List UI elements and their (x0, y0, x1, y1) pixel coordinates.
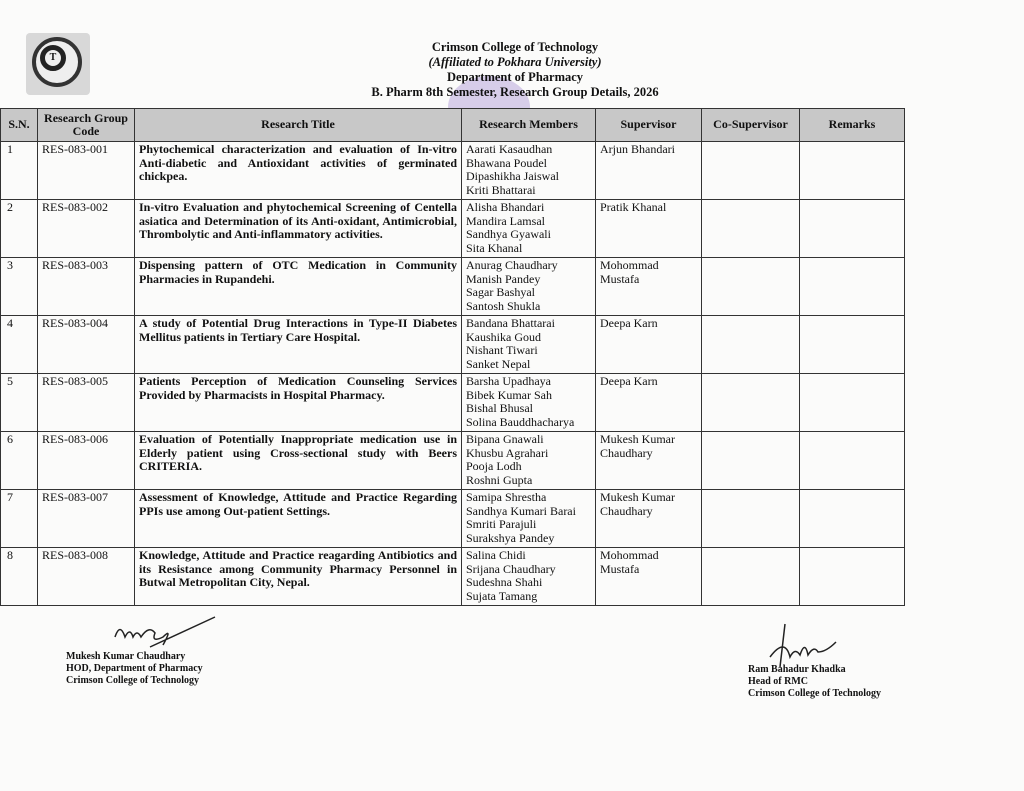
research-members (462, 490, 596, 548)
member-name: Alisha Bhandari (466, 200, 545, 214)
co-supervisor (702, 200, 800, 258)
affiliation: (Affiliated to Pokhara University) (428, 55, 602, 69)
member-name: Barsha Upadhaya (466, 374, 551, 388)
signer-org: Crimson College of Technology (66, 675, 200, 686)
research-title: Dispensing pattern of OTC Medication in Community Pharmacies in Rupandehi. (135, 258, 462, 316)
table-row (1, 200, 905, 258)
research-groups-table (0, 108, 905, 606)
member-name: Sanket Nepal (466, 356, 531, 371)
table-row (1, 142, 905, 200)
member-name: Pooja Lodh (466, 459, 522, 473)
co-supervisor (702, 142, 800, 200)
signer-role: HOD, Department of Pharmacy (66, 663, 203, 674)
research-members (462, 200, 596, 258)
co-supervisor (702, 548, 800, 606)
member-name: Dipashikha Jaiswal (466, 169, 559, 183)
research-title: Assessment of Knowledge, Attitude and Practice Regarding PPIs use among Out-patient Settings. (135, 490, 462, 548)
member-name: Sujata Tamang (466, 588, 538, 603)
serial-number: 5 (1, 374, 38, 432)
member-name: Sagar Bashyal (466, 285, 535, 299)
supervisor: Mukesh Kumar Chaudhary (596, 490, 702, 548)
member-name: Sita Khanal (466, 240, 523, 255)
column-header: Co-Supervisor (702, 109, 800, 142)
document-title: B. Pharm 8th Semester, Research Group Details, 2026 (371, 85, 659, 99)
group-code: RES-083-003 (38, 258, 135, 316)
supervisor: Deepa Karn (596, 316, 702, 374)
member-name: Santosh Shukla (466, 298, 541, 313)
table-row (1, 490, 905, 548)
member-name: Roshni Gupta (466, 472, 533, 487)
table-row (1, 374, 905, 432)
remarks (800, 200, 905, 258)
serial-number: 3 (1, 258, 38, 316)
research-title: Patients Perception of Medication Counseling Services Provided by Pharmacists in Hospital Pharmacy. (135, 374, 462, 432)
co-supervisor (702, 490, 800, 548)
member-name: Aarati Kasaudhan (466, 142, 553, 156)
member-name: Sandhya Gyawali (466, 227, 551, 241)
supervisor: Arjun Bhandari (596, 142, 702, 200)
group-code: RES-083-005 (38, 374, 135, 432)
remarks (800, 142, 905, 200)
serial-number: 1 (1, 142, 38, 200)
member-name: Bibek Kumar Sah (466, 387, 552, 402)
member-name: Mandira Lamsal (466, 213, 545, 228)
remarks (800, 490, 905, 548)
column-header: Research Members (462, 109, 596, 142)
signer-name: Ram Bahadur Khadka (748, 664, 846, 675)
column-header: Remarks (800, 109, 905, 142)
supervisor: Mohommad Mustafa (596, 548, 702, 606)
research-members (462, 548, 596, 606)
co-supervisor (702, 374, 800, 432)
table-row (1, 432, 905, 490)
signer-role: Head of RMC (748, 676, 808, 687)
research-members (462, 142, 596, 200)
table-row (1, 316, 905, 374)
supervisor: Mohommad Mustafa (596, 258, 702, 316)
member-name: Samipa Shrestha (466, 490, 547, 504)
member-name: Srijana Chaudhary (466, 561, 556, 576)
member-name: Manish Pandey (466, 271, 541, 286)
research-members (462, 374, 596, 432)
college-name: Crimson College of Technology (431, 40, 599, 54)
department: Department of Pharmacy (446, 70, 584, 84)
signature-block-left (66, 651, 203, 687)
member-name: Bishal Bhusal (466, 401, 534, 415)
co-supervisor (702, 258, 800, 316)
column-header: Research Title (135, 109, 462, 142)
member-name: Bandana Bhattarai (466, 316, 555, 330)
signer-org: Crimson College of Technology (748, 688, 882, 699)
member-name: Bipana Gnawali (466, 432, 544, 446)
member-name: Solina Bauddhacharya (466, 414, 575, 429)
group-code: RES-083-004 (38, 316, 135, 374)
supervisor: Pratik Khanal (596, 200, 702, 258)
group-code: RES-083-007 (38, 490, 135, 548)
table-header (1, 109, 905, 142)
serial-number: 6 (1, 432, 38, 490)
serial-number: 2 (1, 200, 38, 258)
co-supervisor (702, 316, 800, 374)
member-name: Salina Chidi (466, 548, 526, 562)
serial-number: 4 (1, 316, 38, 374)
member-name: Anurag Chaudhary (466, 258, 558, 272)
serial-number: 8 (1, 548, 38, 606)
document-header (300, 40, 730, 100)
member-name: Sandhya Kumari Barai (466, 503, 576, 518)
signature-block-right (748, 664, 881, 700)
column-header: Research Group Code (38, 109, 135, 142)
member-name: Smriti Parajuli (466, 517, 537, 531)
group-code: RES-083-006 (38, 432, 135, 490)
member-name: Bhawana Poudel (466, 155, 547, 170)
research-members (462, 258, 596, 316)
research-title: A study of Potential Drug Interactions in Type-II Diabetes Mellitus patients in Tertiary Care Hospital. (135, 316, 462, 374)
member-name: Surakshya Pandey (466, 530, 555, 545)
signature-left (110, 612, 220, 652)
supervisor: Deepa Karn (596, 374, 702, 432)
member-name: Sudeshna Shahi (466, 575, 543, 589)
table-row (1, 258, 905, 316)
co-supervisor (702, 432, 800, 490)
column-header: Supervisor (596, 109, 702, 142)
research-title: Phytochemical characterization and evaluation of In-vitro Anti-diabetic and Antioxidant activities of germinated chickpea. (135, 142, 462, 200)
research-title: Knowledge, Attitude and Practice reagarding Antibiotics and its Resistance among Community Pharmacy Personnel in Butwal Metropolitan City, Nepal. (135, 548, 462, 606)
member-name: Khusbu Agrahari (466, 445, 549, 460)
member-name: Kriti Bhattarai (466, 182, 536, 197)
remarks (800, 432, 905, 490)
member-name: Nishant Tiwari (466, 343, 538, 357)
group-code: RES-083-001 (38, 142, 135, 200)
table-row (1, 548, 905, 606)
remarks (800, 316, 905, 374)
research-title: Evaluation of Potentially Inappropriate medication use in Elderly patient using Cross-sectional study with Beers CRITERIA. (135, 432, 462, 490)
remarks (800, 374, 905, 432)
remarks (800, 258, 905, 316)
group-code: RES-083-002 (38, 200, 135, 258)
group-code: RES-083-008 (38, 548, 135, 606)
serial-number: 7 (1, 490, 38, 548)
supervisor: Mukesh Kumar Chaudhary (596, 432, 702, 490)
column-header: S.N. (1, 109, 38, 142)
research-members (462, 316, 596, 374)
research-members (462, 432, 596, 490)
college-logo: T (26, 33, 90, 95)
research-title: In-vitro Evaluation and phytochemical Screening of Centella asiatica and Determination of its Anti-oxidant, Antimicrobial, Thrombolytic and Anti-inflammatory activities. (135, 200, 462, 258)
signer-name: Mukesh Kumar Chaudhary (66, 651, 186, 662)
member-name: Kaushika Goud (466, 329, 541, 344)
remarks (800, 548, 905, 606)
